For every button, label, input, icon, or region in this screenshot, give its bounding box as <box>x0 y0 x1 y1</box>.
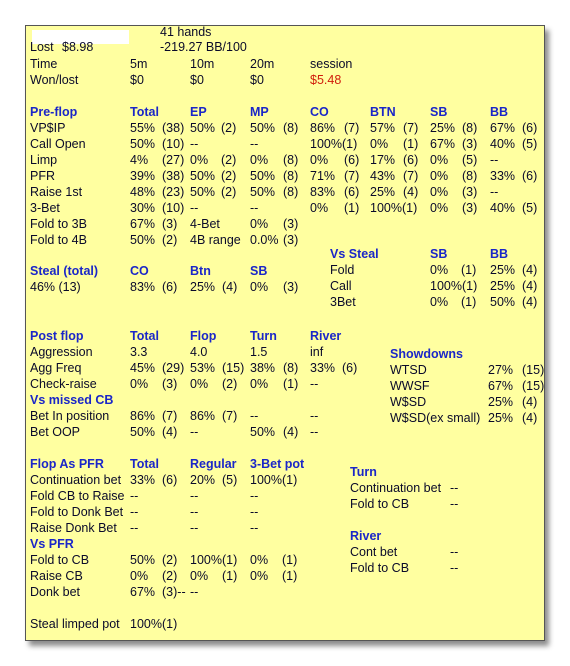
stat-cell: (15) <box>522 379 545 393</box>
stat-cell: 86% <box>310 121 336 135</box>
steal-limped-value: 100%(1) <box>130 617 178 631</box>
stat-cell: (3) <box>283 217 299 231</box>
steal-limped-label: Steal limped pot <box>30 617 120 631</box>
time-col: session <box>310 57 353 71</box>
wonlost-value: $0 <box>130 73 144 87</box>
postflop-row-label: Agg Freq <box>30 361 82 375</box>
stat-cell: 0% <box>430 263 449 277</box>
stat-cell: 100%(1) <box>370 201 418 215</box>
preflop-col-header: CO <box>310 105 329 119</box>
stat-cell: 40% <box>490 201 516 215</box>
stat-cell: 0% <box>430 201 449 215</box>
stat-cell: -- <box>190 489 199 503</box>
stat-cell: (2) <box>221 153 237 167</box>
steal-heading: Steal (total) <box>30 264 99 278</box>
stat-cell: 100%(1) <box>250 473 298 487</box>
stat-cell: 25% <box>430 121 456 135</box>
stat-cell: 100%(1) <box>190 553 238 567</box>
stat-cell: 0% <box>370 137 389 151</box>
preflop-row-label: 3-Bet <box>30 201 60 215</box>
preflop-row-label: Limp <box>30 153 58 167</box>
river-row-label: Fold to CB <box>350 561 410 575</box>
stat-cell: (3) <box>283 233 299 247</box>
stat-cell: -- <box>250 521 259 535</box>
stat-cell: 0% <box>250 553 269 567</box>
stat-cell: 1.5 <box>250 345 268 359</box>
preflop-row-label: Call Open <box>30 137 86 151</box>
stat-cell: (38) <box>162 121 185 135</box>
stat-cell: 48% <box>130 185 156 199</box>
stat-cell: -- <box>190 585 199 599</box>
vs-pfr-row-label: Raise CB <box>30 569 83 583</box>
stat-cell: 0% <box>430 185 449 199</box>
stat-cell: 0% <box>430 153 449 167</box>
stat-cell: 50% <box>250 185 276 199</box>
stat-cell: 25% <box>190 280 216 294</box>
vs-pfr-row-label: Fold to CB <box>30 553 90 567</box>
stat-cell: (3) <box>283 280 299 294</box>
stat-cell: 50% <box>130 137 156 151</box>
vs-pfr-heading: Vs PFR <box>30 537 74 551</box>
stat-cell: (5) <box>522 137 538 151</box>
stat-cell: 50% <box>490 295 516 309</box>
showdown-row-label: W$SD <box>390 395 427 409</box>
stat-cell: 25% <box>490 263 516 277</box>
stat-cell: -- <box>450 545 459 559</box>
stat-cell: -- <box>450 481 459 495</box>
preflop-row-label: PFR <box>30 169 55 183</box>
stat-cell: 43% <box>370 169 396 183</box>
preflop-heading: Pre-flop <box>30 105 78 119</box>
stat-cell: (6) <box>162 280 178 294</box>
stat-cell: (3) <box>462 137 478 151</box>
stat-cell: 67% <box>488 379 514 393</box>
stat-cell: -- <box>190 425 199 439</box>
steal-col-header: CO <box>130 264 149 278</box>
stat-cell: 33% <box>130 473 156 487</box>
stat-cell: 0% <box>190 153 209 167</box>
stat-cell: (10) <box>162 201 185 215</box>
stat-cell: 0% <box>190 569 209 583</box>
stat-cell: (38) <box>162 169 185 183</box>
stat-cell: 55% <box>130 121 156 135</box>
flop-pfr-col-header: 3-Bet pot <box>250 457 305 471</box>
stat-cell: (8) <box>462 169 478 183</box>
stat-cell: (2) <box>162 233 178 247</box>
stat-cell: 0% <box>250 280 269 294</box>
stat-cell: (3) <box>162 217 178 231</box>
stat-cell: -- <box>250 137 259 151</box>
stat-cell: 0% <box>250 569 269 583</box>
preflop-row-label: Fold to 3B <box>30 217 87 231</box>
bb-per-100: -219.27 BB/100 <box>160 40 247 54</box>
stat-cell: (6) <box>522 121 538 135</box>
stat-cell: (7) <box>222 409 238 423</box>
stat-cell: 40% <box>490 137 516 151</box>
showdown-row-label: WWSF <box>390 379 430 393</box>
missed-cb-row-label: Bet In position <box>30 409 110 423</box>
stat-cell: 0% <box>190 377 209 391</box>
stat-cell: -- <box>190 137 199 151</box>
stat-cell: (8) <box>283 121 299 135</box>
wonlost-value: $5.48 <box>310 73 342 87</box>
stat-cell: 25% <box>488 411 514 425</box>
stat-cell: 83% <box>130 280 156 294</box>
stat-cell: (3) <box>462 185 478 199</box>
stat-cell: 33% <box>490 169 516 183</box>
time-col: 5m <box>130 57 148 71</box>
turn-heading: Turn <box>350 465 377 479</box>
stat-cell: (8) <box>283 185 299 199</box>
vs-pfr-row-label: Donk bet <box>30 585 81 599</box>
stat-cell: 4.0 <box>190 345 208 359</box>
stat-cell: 50% <box>130 553 156 567</box>
river-heading: River <box>350 529 382 543</box>
flop-pfr-row-label: Raise Donk Bet <box>30 521 117 535</box>
stat-cell: -- <box>450 561 459 575</box>
stat-cell: (1) <box>403 137 419 151</box>
stat-cell: 0% <box>130 377 149 391</box>
stat-cell: 50% <box>130 425 156 439</box>
stat-cell: (8) <box>462 121 478 135</box>
stat-cell: 0% <box>310 153 329 167</box>
stat-cell: (4) <box>162 425 178 439</box>
postflop-col-header: Total <box>130 329 159 343</box>
flop-pfr-row-label: Fold CB to Raise <box>30 489 125 503</box>
stat-cell: -- <box>250 505 259 519</box>
stat-cell: 86% <box>190 409 216 423</box>
stat-cell: 0% <box>430 295 449 309</box>
stat-cell: 0% <box>250 217 269 231</box>
vs-steal-row-label: Fold <box>330 263 355 277</box>
vs-steal-heading: Vs Steal <box>330 247 379 261</box>
stat-cell: (29) <box>162 361 185 375</box>
vs-steal-row-label: Call <box>330 279 352 293</box>
vs-steal-col-header: BB <box>490 247 509 261</box>
postflop-col-header: River <box>310 329 342 343</box>
stat-cell: -- <box>190 505 199 519</box>
preflop-col-header: BB <box>490 105 509 119</box>
stat-cell: (2) <box>162 553 178 567</box>
wonlost-value: $0 <box>190 73 204 87</box>
stat-cell: 0% <box>430 169 449 183</box>
stat-cell: (1) <box>222 569 238 583</box>
stat-cell: (1) <box>282 553 298 567</box>
stat-cell: (15) <box>522 363 545 377</box>
stat-cell: (8) <box>283 361 299 375</box>
stat-cell: 0% <box>130 569 149 583</box>
stat-cell: (2) <box>221 185 237 199</box>
stat-cell: -- <box>310 409 319 423</box>
turn-row-label: Continuation bet <box>350 481 442 495</box>
time-label: Time <box>30 57 58 71</box>
stat-cell: (4) <box>222 280 238 294</box>
stat-cell: 83% <box>310 185 336 199</box>
turn-row-label: Fold to CB <box>350 497 410 511</box>
postflop-heading: Post flop <box>30 329 84 343</box>
stat-cell: (1) <box>283 377 299 391</box>
stat-cell: (23) <box>162 185 185 199</box>
stat-cell: (4) <box>522 263 538 277</box>
flop-pfr-col-header: Total <box>130 457 159 471</box>
stat-cell: 50% <box>250 121 276 135</box>
vs-missed-cb-heading: Vs missed CB <box>30 393 114 407</box>
stat-cell: 50% <box>250 425 276 439</box>
stat-cell: (4) <box>522 395 538 409</box>
steal-total: 46% (13) <box>30 280 81 294</box>
stat-cell: -- <box>450 497 459 511</box>
preflop-row-label: VP$IP <box>30 121 66 135</box>
time-col: 10m <box>190 57 215 71</box>
stat-cell: 53% <box>190 361 216 375</box>
postflop-row-label: Aggression <box>30 345 93 359</box>
stat-cell: (4) <box>522 295 538 309</box>
stat-cell: (5) <box>222 473 238 487</box>
stat-cell: (1) <box>461 263 477 277</box>
stat-cell: -- <box>190 521 199 535</box>
stat-cell: (2) <box>222 377 238 391</box>
stat-cell: 0.0% <box>250 233 279 247</box>
stat-cell: (8) <box>283 169 299 183</box>
river-row-label: Cont bet <box>350 545 398 559</box>
stat-cell: (3) <box>462 201 478 215</box>
stat-cell: -- <box>250 489 259 503</box>
postflop-col-header: Turn <box>250 329 277 343</box>
stat-cell: -- <box>490 153 499 167</box>
stat-cell: (1) <box>461 295 477 309</box>
flop-pfr-row-label: Continuation bet <box>30 473 122 487</box>
stat-cell: 50% <box>130 233 156 247</box>
stat-cell: 100%(1) <box>310 137 358 151</box>
lost-label: Lost <box>30 40 54 54</box>
stat-cell: 25% <box>488 395 514 409</box>
vs-steal-col-header: SB <box>430 247 448 261</box>
stat-cell: 27% <box>488 363 514 377</box>
stat-cell: (7) <box>162 409 178 423</box>
preflop-row-label: Fold to 4B <box>30 233 87 247</box>
stat-cell: -- <box>130 489 139 503</box>
wonlost-value: $0 <box>250 73 264 87</box>
preflop-col-header: BTN <box>370 105 396 119</box>
stat-cell: (8) <box>283 153 299 167</box>
showdowns-heading: Showdowns <box>390 347 463 361</box>
stat-cell: (7) <box>403 169 419 183</box>
flop-pfr-row-label: Fold to Donk Bet <box>30 505 124 519</box>
stat-cell: 25% <box>490 279 516 293</box>
stat-cell: 39% <box>130 169 156 183</box>
stat-cell: 86% <box>130 409 156 423</box>
steal-col-header: SB <box>250 264 268 278</box>
stat-cell: (4) <box>403 185 419 199</box>
stat-cell: 4-Bet <box>190 217 220 231</box>
stat-cell: (5) <box>462 153 478 167</box>
stat-cell: (4) <box>522 279 538 293</box>
wonlost-label: Won/lost <box>30 73 79 87</box>
vs-steal-row-label: 3Bet <box>330 295 356 309</box>
stat-cell: 45% <box>130 361 156 375</box>
stat-cell: (4) <box>522 411 538 425</box>
stat-cell: -- <box>130 505 139 519</box>
stat-cell: 20% <box>190 473 216 487</box>
stat-cell: (27) <box>162 153 185 167</box>
stat-cell: 50% <box>190 185 216 199</box>
lost-amount: $8.98 <box>62 40 94 54</box>
stat-cell: (6) <box>162 473 178 487</box>
stat-cell: 38% <box>250 361 276 375</box>
stat-cell: (2) <box>221 121 237 135</box>
stat-cell: (10) <box>162 137 185 151</box>
stat-cell: 67% <box>130 585 156 599</box>
postflop-col-header: Flop <box>190 329 217 343</box>
stat-cell: (6) <box>342 361 358 375</box>
stat-cell: 4% <box>130 153 149 167</box>
preflop-col-header: MP <box>250 105 269 119</box>
stat-cell: -- <box>310 425 319 439</box>
stat-cell: (6) <box>344 185 360 199</box>
stat-cell: 100%(1) <box>430 279 478 293</box>
stat-cell: (3) <box>162 377 178 391</box>
flop-pfr-heading: Flop As PFR <box>30 457 104 471</box>
stat-cell: 50% <box>190 121 216 135</box>
stat-cell: (4) <box>283 425 299 439</box>
stat-cell: 4B range <box>190 233 241 247</box>
stat-cell: (6) <box>344 153 360 167</box>
stat-cell: 71% <box>310 169 336 183</box>
stat-cell: 3.3 <box>130 345 148 359</box>
stat-cell: -- <box>250 201 259 215</box>
preflop-col-header: Total <box>130 105 159 119</box>
stat-cell: (3)-- <box>162 585 186 599</box>
hands-count: 41 hands <box>160 25 212 39</box>
stat-cell: (5) <box>522 201 538 215</box>
stat-cell: 0% <box>250 377 269 391</box>
stat-cell: 0% <box>310 201 329 215</box>
stat-cell: 67% <box>430 137 456 151</box>
hud-stats-panel <box>25 25 545 641</box>
stat-cell: 67% <box>490 121 516 135</box>
stat-cell: -- <box>310 377 319 391</box>
preflop-col-header: SB <box>430 105 448 119</box>
missed-cb-row-label: Bet OOP <box>30 425 81 439</box>
stat-cell: -- <box>130 521 139 535</box>
stat-cell: 17% <box>370 153 396 167</box>
stat-cell: -- <box>190 201 199 215</box>
stat-cell: (7) <box>403 121 419 135</box>
stat-cell: 50% <box>250 169 276 183</box>
postflop-row-label: Check-raise <box>30 377 97 391</box>
stat-cell: (1) <box>344 201 360 215</box>
time-col: 20m <box>250 57 275 71</box>
stat-cell: (7) <box>344 169 360 183</box>
showdown-row-label: WTSD <box>390 363 427 377</box>
showdown-row-label: W$SD(ex small) <box>390 411 481 425</box>
stat-cell: 25% <box>370 185 396 199</box>
steal-col-header: Btn <box>190 264 211 278</box>
stat-cell: 57% <box>370 121 396 135</box>
flop-pfr-col-header: Regular <box>190 457 237 471</box>
stat-cell: -- <box>490 185 499 199</box>
stat-cell: 33% <box>310 361 336 375</box>
stat-cell: (15) <box>222 361 245 375</box>
preflop-row-label: Raise 1st <box>30 185 83 199</box>
stat-cell: 50% <box>190 169 216 183</box>
stat-cell: (7) <box>344 121 360 135</box>
stat-cell: (6) <box>522 169 538 183</box>
stat-cell: (2) <box>221 169 237 183</box>
stat-cell: (1) <box>282 569 298 583</box>
stat-cell: 67% <box>130 217 156 231</box>
stat-cell: inf <box>310 345 324 359</box>
stat-cell: 30% <box>130 201 156 215</box>
stat-cell: (2) <box>162 569 178 583</box>
stat-cell: -- <box>250 409 259 423</box>
stat-cell: 0% <box>250 153 269 167</box>
preflop-col-header: EP <box>190 105 207 119</box>
stat-cell: (6) <box>403 153 419 167</box>
